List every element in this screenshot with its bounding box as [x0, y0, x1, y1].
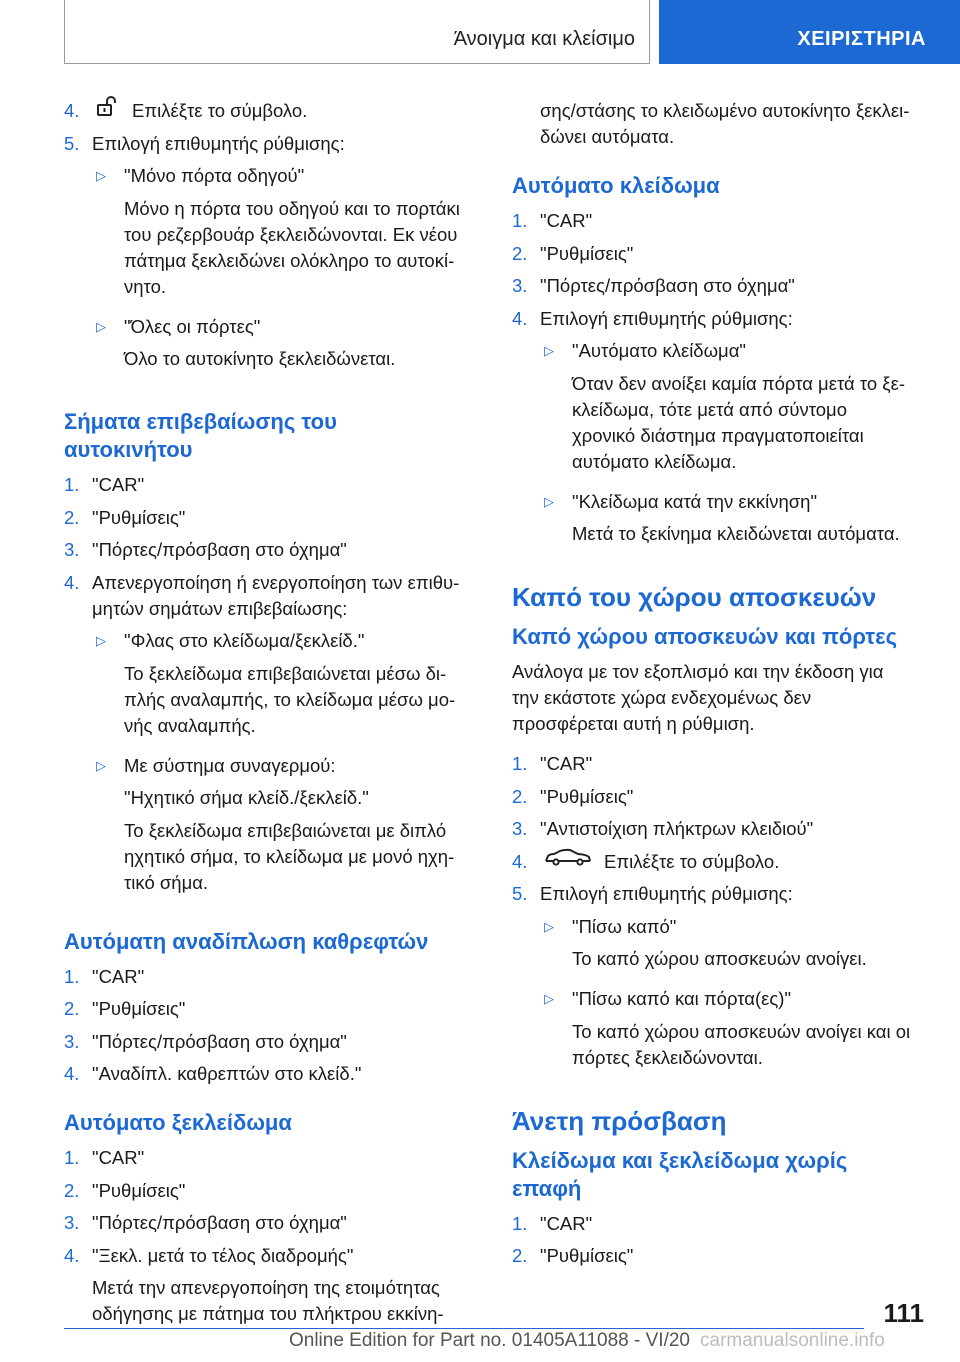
left-column [64, 98, 464, 1337]
option-rear-lid [540, 914, 912, 983]
step-number: 2. [64, 1179, 80, 1201]
step-number: 4. [64, 1244, 80, 1266]
option-title: "Πίσω καπό" [572, 915, 677, 937]
list-item [64, 964, 464, 990]
step-text: Επιλέξτε το σύμβολο. [604, 850, 780, 872]
list-item [512, 306, 912, 332]
list-item [64, 1145, 464, 1171]
list-item [512, 273, 912, 299]
list-item [64, 472, 464, 498]
list-item [64, 1029, 464, 1055]
step-text: "CAR" [92, 1147, 145, 1168]
footer-divider [64, 1328, 864, 1329]
step-text: "Ξεκλ. μετά το τέλος διαδρομής" [92, 1244, 354, 1266]
option-title: "Πίσω καπό και πόρτα(ες)" [572, 988, 792, 1009]
step-text: "Ρυθμίσεις" [92, 1179, 186, 1201]
heading-auto-unlock: Αυτόματο ξεκλείδωμα [64, 1110, 292, 1135]
heading-trunk-lid: Καπό του χώρου αποσκευών [512, 582, 877, 612]
step-text: "CAR" [92, 965, 145, 987]
list-item [64, 1061, 464, 1087]
step-text: "Πόρτες/πρόσβαση στο όχημα" [92, 539, 347, 560]
option-rear-lid-doors [540, 986, 912, 1081]
step-number: 3. [64, 1030, 80, 1052]
header-chapter-tab [659, 0, 960, 64]
triangle-bullet-icon: ▷ [544, 918, 554, 934]
step-number: 2. [512, 242, 528, 264]
triangle-bullet-icon: ▷ [544, 991, 554, 1006]
option-description: Όταν δεν ανοίξει καμία πόρτα μετά το ξεκλείδωμα, τότε μετά από σύντομο χρονικό διάστημα πραγματοποιείται αυτόματο κλείδωμα. [572, 372, 906, 472]
option-description: Μόνο η πόρτα του οδηγού και το πορτάκι του ρεζερβουάρ ξεκλειδώνονται. Εκ νέου πάτημα ξεκλειδώνει ολόκληρο το αυτοκίνητο. [124, 197, 460, 297]
step-number: 3. [512, 275, 528, 296]
car-key-icon [544, 847, 592, 873]
step-text: "CAR" [92, 474, 145, 495]
step-number: 1. [512, 753, 528, 774]
list-item [512, 751, 912, 777]
option-description: Το καπό χώρου αποσκευών ανοίγει και οι πόρτες ξεκλειδώνονται. [572, 1020, 911, 1068]
option-title: Με σύστημα συναγερμού: [124, 754, 336, 776]
option-title: "Αυτόματο κλείδωμα" [572, 340, 746, 361]
watermark-text: carmanualsonline.info [700, 1330, 885, 1351]
page-header [0, 0, 960, 66]
step-text: Επιλογή επιθυμητής ρύθμισης: [540, 307, 793, 329]
right-column [512, 98, 912, 1276]
step-text: "Πόρτες/πρόσβαση στο όχημα" [92, 1212, 347, 1233]
step-number: 2. [512, 785, 528, 807]
step-number: 4. [64, 1063, 80, 1084]
option-flash [92, 628, 464, 749]
option-driver-door [92, 163, 464, 310]
edition-text: Online Edition for Part no. 01405A11088 - VI/20 [288, 1330, 690, 1351]
header-chapter-title: ΧΕΙΡΙΣΤΗΡΙΑ [797, 28, 926, 50]
list-item [512, 849, 912, 875]
step-text: "Πόρτες/πρόσβαση στο όχημα" [540, 275, 795, 296]
list-item [512, 208, 912, 234]
step-number: 5. [512, 883, 528, 904]
heading-comfort-access: Άνετη πρόσβαση [512, 1105, 727, 1136]
list-item [64, 505, 464, 531]
step-text: "Αντιστοίχιση πλήκτρων κλειδιού" [540, 818, 814, 839]
list-item [64, 537, 464, 563]
step-number: 3. [64, 539, 80, 560]
list-item [512, 1243, 912, 1269]
heading-auto-lock: Αυτόματο κλείδωμα [512, 173, 720, 198]
triangle-bullet-icon: ▷ [544, 493, 554, 509]
heading-confirmation-signals: Σήματα επιβεβαίωσης του αυτοκινήτου [64, 409, 337, 462]
list-item [64, 570, 464, 622]
triangle-bullet-icon: ▷ [96, 168, 106, 183]
triangle-bullet-icon: ▷ [96, 757, 106, 773]
option-all-doors [92, 314, 464, 383]
triangle-bullet-icon: ▷ [96, 633, 106, 648]
step-text: "Ρυθμίσεις" [540, 242, 634, 264]
step-number: 1. [64, 474, 80, 495]
unlock-icon [96, 96, 120, 123]
step-number: 1. [64, 1147, 80, 1168]
list-item [512, 816, 912, 842]
option-lock-on-start [540, 489, 912, 558]
step-text: "Ρυθμίσεις" [540, 1245, 634, 1266]
step-text: Επιλογή επιθυμητής ρύθμισης: [540, 883, 793, 904]
option-subtitle: "Ηχητικό σήμα κλείδ./ξεκλείδ." [124, 787, 369, 808]
step-text: "Ρυθμίσεις" [92, 506, 186, 528]
step-description: Μετά την απενεργοποίηση της ετοιμότητας οδήγησης με πάτημα του πλήκτρου εκκίνη- [92, 1277, 444, 1324]
step-select-symbol [64, 98, 464, 124]
option-auto-lock [540, 338, 912, 485]
option-title: "Μόνο πόρτα οδηγού" [124, 165, 305, 186]
step-number: 1. [512, 210, 528, 231]
heading-mirror-fold: Αυτόματη αναδίπλωση καθρεφτών [64, 928, 429, 954]
step-choose-setting [64, 131, 464, 157]
step-text: Επιλογή επιθυμητής ρύθμισης: [92, 132, 345, 154]
step-number: 2. [512, 1245, 528, 1266]
page-number: 111 [883, 1298, 924, 1328]
step-number: 4. [512, 307, 528, 329]
step-number: 1. [512, 1212, 528, 1234]
step-number: 5. [64, 132, 80, 154]
option-description: Μετά το ξεκίνημα κλειδώνεται αυτόματα. [572, 523, 900, 544]
header-section-box [64, 0, 650, 64]
triangle-bullet-icon: ▷ [544, 343, 554, 358]
step-text: "Ρυθμίσεις" [92, 998, 186, 1019]
option-title: "Κλείδωμα κατά την εκκίνηση" [572, 490, 818, 512]
list-item [64, 1243, 464, 1269]
list-item [64, 1210, 464, 1236]
step-text: "CAR" [540, 1212, 593, 1234]
step-text: "CAR" [540, 210, 593, 231]
heading-trunk-and-doors: Καπό χώρου αποσκευών και πόρτες [512, 624, 898, 649]
list-item [512, 241, 912, 267]
option-description: Το ξεκλείδωμα επιβεβαιώνεται με διπλό ηχητικό σήμα, το κλείδωμα με μονό ηχητικό σήμα. [124, 819, 455, 893]
intro-text: Ανάλογα με τον εξοπλισμό και την έκδοση για την εκάστοτε χώρα ενδεχομένως δεν προσφέρεται αυτή η ρύθμιση. [512, 661, 884, 734]
option-horn [92, 753, 464, 906]
option-description: Όλο το αυτοκίνητο ξεκλειδώνεται. [124, 348, 396, 369]
step-text: "CAR" [540, 753, 593, 774]
step-number: 1. [64, 965, 80, 987]
step-text: Απενεργοποίηση ή ενεργοποίηση των επιθυμητών σημάτων επιβεβαίωσης: [92, 571, 460, 619]
step-number: 3. [512, 818, 528, 839]
step-number: 4. [64, 100, 80, 121]
step-text: "Πόρτες/πρόσβαση στο όχημα" [92, 1030, 347, 1052]
step-text: "Ρυθμίσεις" [540, 785, 634, 807]
list-item [512, 881, 912, 907]
step-number: 3. [64, 1212, 80, 1233]
list-item [512, 784, 912, 810]
step-number: 4. [512, 850, 528, 872]
list-item [512, 1211, 912, 1237]
step-text: "Αναδίπλ. καθρεπτών στο κλείδ." [92, 1063, 362, 1084]
step-number: 2. [64, 506, 80, 528]
continued-text: σης/στάσης το κλειδωμένο αυτοκίνητο ξεκλειδώνει αυτόματα. [540, 100, 910, 147]
list-item [64, 1178, 464, 1204]
step-number: 2. [64, 998, 80, 1019]
header-section-title: Άνοιγμα και κλείσιμο [453, 28, 635, 50]
option-title: "Φλας στο κλείδωμα/ξεκλείδ." [124, 630, 365, 651]
heading-touchless-lock: Κλείδωμα και ξεκλείδωμα χωρίς επαφή [512, 1147, 848, 1201]
step-number: 4. [64, 571, 80, 593]
option-description: Το ξεκλείδωμα επιβεβαιώνεται μέσω διπλής αναλαμπής, το κλείδωμα μέσω μονής αναλαμπής. [124, 662, 456, 736]
triangle-bullet-icon: ▷ [96, 318, 106, 334]
step-text: Επιλέξτε το σύμβολο. [132, 100, 308, 121]
option-title: "Όλες οι πόρτες" [124, 315, 261, 337]
option-description: Το καπό χώρου αποσκευών ανοίγει. [572, 948, 867, 969]
list-item [64, 996, 464, 1022]
